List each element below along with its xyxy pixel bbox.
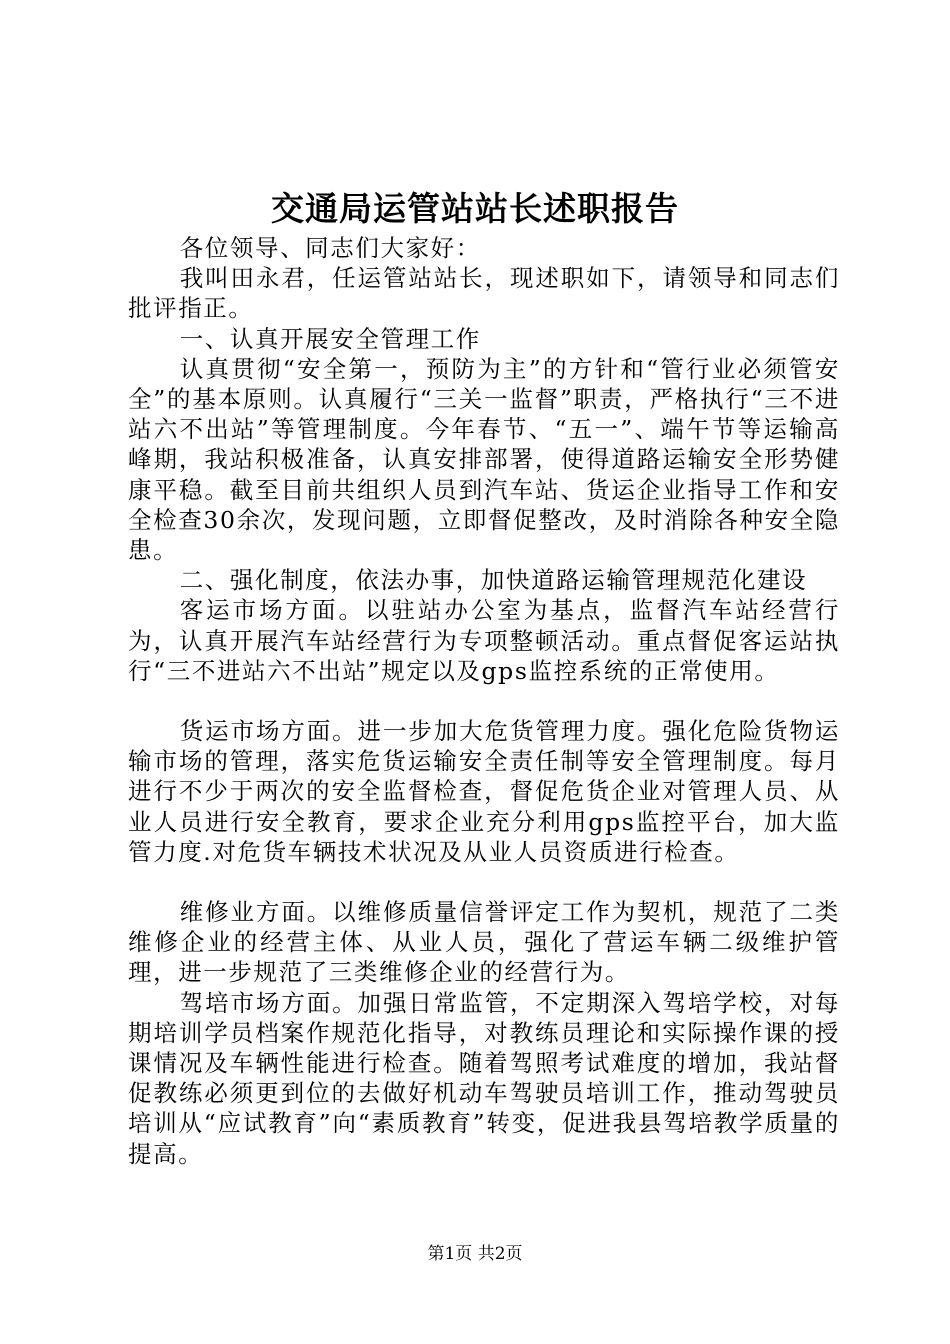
section-heading-regulation: 二、强化制度，依法办事，加快道路运输管理规范化建设 (179, 566, 808, 595)
section-heading-safety: 一、认真开展安全管理工作 (179, 324, 481, 353)
page-footer: 第1页 共2页 (427, 1244, 523, 1264)
driver-training-paragraph: 驾培市场方面。加强日常监管，不定期深入驾培学校，对每期培训学员档案作规范化指导，对教练员理论和实际操作课的授课情况及车辆性能进行检查。随着驾照考试难度的增加，我站督促教练必须更到位的去做好机动车驾驶员培训工作，推动驾驶员培训从“应试教育”向“素质教育”转变，促进我县驾培教学质量的提高。 (128, 988, 840, 1168)
greeting-paragraph: 各位领导、同志们大家好： (179, 234, 481, 262)
freight-market-paragraph: 货运市场方面。进一步加大危货管理力度。强化危险货物运输市场的管理，落实危货运输安全责任制等安全管理制度。每月进行不少于两次的安全监督检查，督促危货企业对管理人员、从业人员进行安全教育，要求企业充分利用gps监控平台，加大监管力度.对危货车辆技术状况及从业人员资质进行检查。 (128, 717, 840, 866)
passenger-market-paragraph: 客运市场方面。以驻站办公室为基点，监督汽车站经营行为，认真开展汽车站经营行为专项整顿活动。重点督促客运站执行“三不进站六不出站”规定以及gps监控系统的正常使用。 (128, 596, 840, 685)
safety-paragraph: 认真贯彻“安全第一，预防为主”的方针和“管行业必须管安全”的基本原则。认真履行“三关一监督”职责，严格执行“三不进站六不出站”等管理制度。今年春节、“五一”、端午节等运输高峰期，我站积极准备，认真安排部署，使得道路运输安全形势健康平稳。截至目前共组织人员到汽车站、货运企业指导工作和安全检查30余次，发现问题，立即督促整改，及时消除各种安全隐患。 (128, 354, 840, 565)
document-body (128, 233, 840, 1169)
document-title: 交通局运管站站长述职报告 (271, 189, 679, 228)
repair-industry-paragraph: 维修业方面。以维修质量信誉评定工作为契机，规范了二类维修企业的经营主体、从业人员，强化了营运车辆二级维护管理，进一步规范了三类维修企业的经营行为。 (128, 898, 840, 987)
intro-paragraph: 我叫田永君，任运管站站长，现述职如下，请领导和同志们批评指正。 (128, 264, 840, 323)
